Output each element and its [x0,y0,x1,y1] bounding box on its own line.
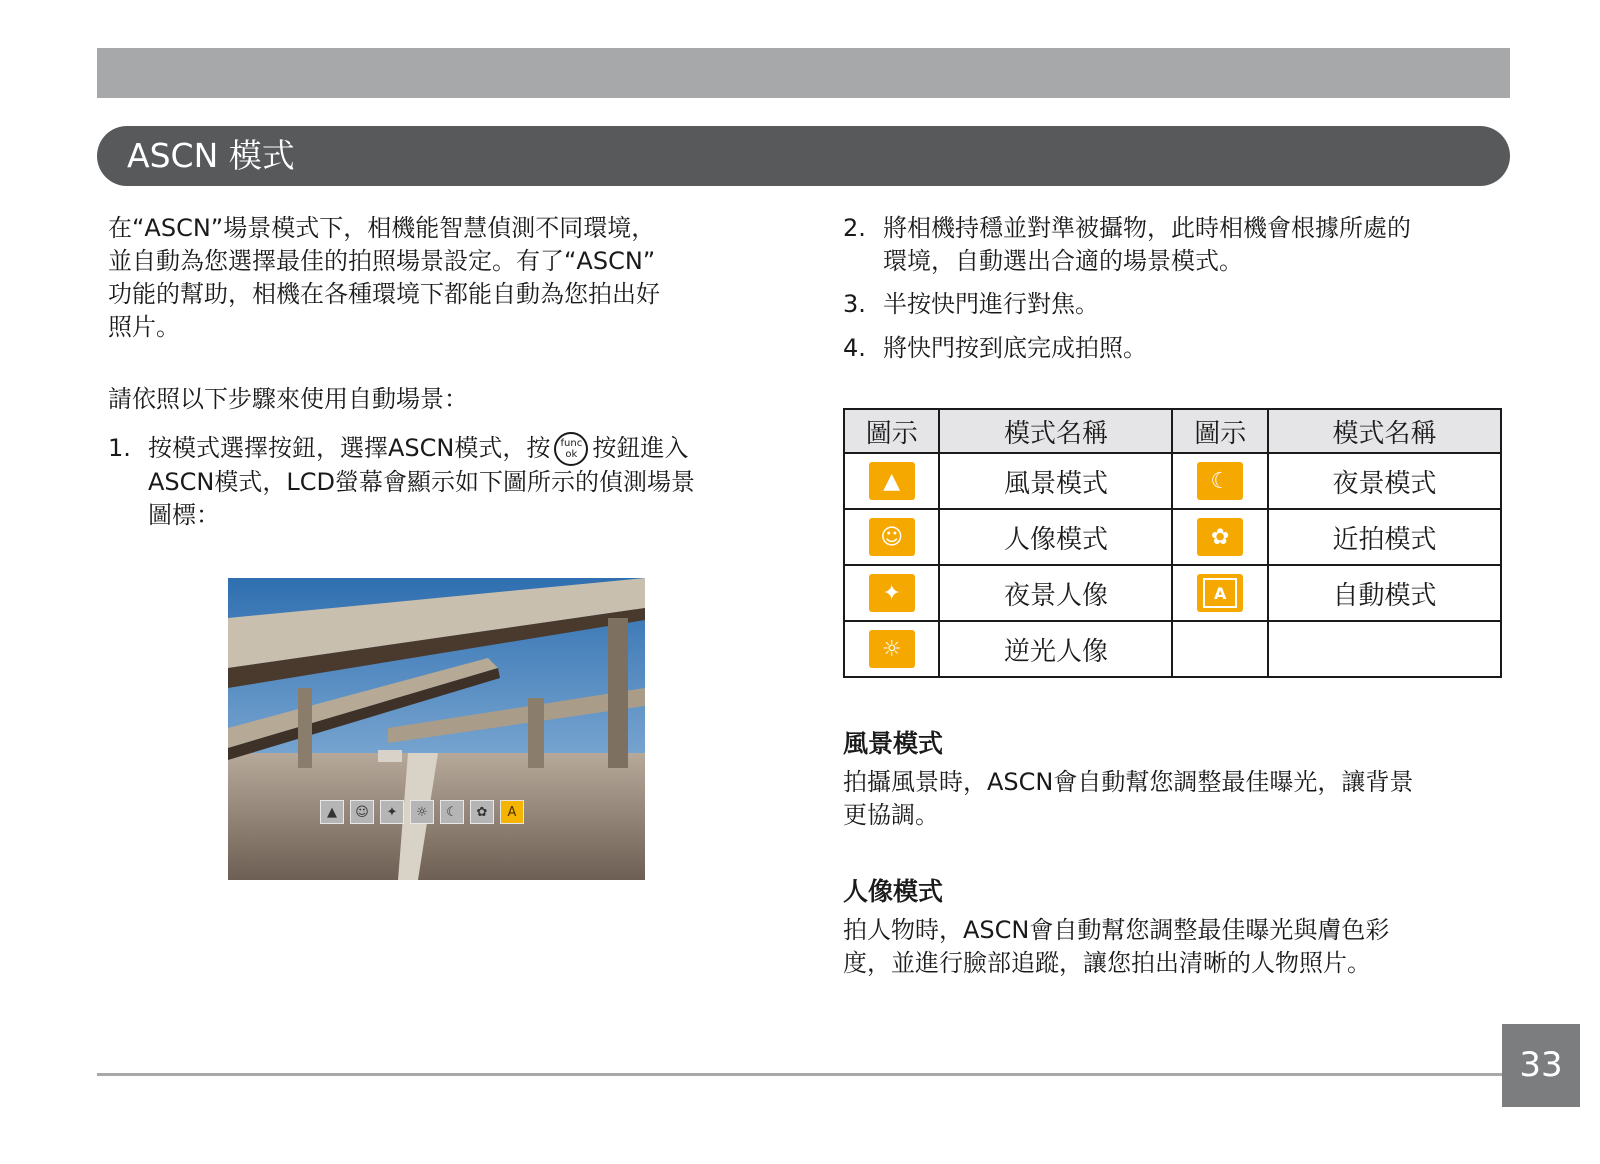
mode-name: 風景模式 [939,453,1172,509]
intro-line: 在“ASCN”場景模式下，相機能智慧偵測不同環境， [108,214,656,242]
page-number: 33 [1502,1024,1580,1107]
macro-icon: ✿ [470,800,494,824]
func-ok-icon: func ok [554,432,588,466]
intro-line: 功能的幫助，相機在各種環境下都能自動為您拍出好 [108,280,660,308]
section-line: 度，並進行臉部追蹤，讓您拍出清晰的人物照片。 [843,949,1371,977]
mode-name: 人像模式 [939,509,1172,565]
intro-line: 並自動為您選擇最佳的拍照場景設定。有了“ASCN” [108,247,656,275]
section-line: 更協調。 [843,801,939,829]
scene-icon-strip [320,800,524,824]
step-3 [843,288,1099,321]
highway-photo [228,578,645,880]
night-portrait-icon: ✦ [380,800,404,824]
landscape-icon: ▲ [869,462,915,500]
page-title: ASCN 模式 [97,126,1510,186]
step-number: 2. [843,214,866,242]
intro-paragraph [108,212,660,344]
mode-name: 逆光人像 [939,621,1172,677]
step-4 [843,332,1147,365]
table-row [844,453,1501,509]
mode-name: 夜景人像 [939,565,1172,621]
table-row [844,509,1501,565]
instruction-text: 請依照以下步驟來使用自動場景： [108,385,468,413]
step-2 [843,212,1523,278]
mode-name [1268,621,1501,677]
section-body-landscape [843,766,1413,832]
step-number: 3. [843,290,866,318]
table-header: 圖示 [1172,409,1267,453]
table-header: 圖示 [844,409,939,453]
table-row [844,621,1501,677]
auto-icon: A [1197,574,1243,612]
backlight-portrait-icon: ☼ [869,630,915,668]
table-row [844,565,1501,621]
mode-name: 夜景模式 [1268,453,1501,509]
section-line: 拍人物時，ASCN會自動幫您調整最佳曝光與膚色彩 [843,916,1390,944]
section-title-portrait: 人像模式 [843,877,944,906]
night-portrait-icon: ✦ [869,574,915,612]
macro-icon: ✿ [1197,518,1243,556]
step-text: 將相機持穩並對準被攝物，此時相機會根據所處的 [883,214,1411,242]
mode-name: 近拍模式 [1268,509,1501,565]
table-header: 模式名稱 [1268,409,1501,453]
table-header: 模式名稱 [939,409,1172,453]
step-text: 按鈕進入 [592,434,689,462]
section-body-portrait [843,914,1389,980]
empty-cell [1172,621,1267,677]
step-text: 圖標： [148,501,220,529]
portrait-icon: ☺ [350,800,374,824]
step-text: 環境，自動選出合適的場景模式。 [883,247,1243,275]
auto-icon: A [500,800,524,824]
header-bar [97,48,1510,98]
step-text: 將快門按到底完成拍照。 [883,334,1147,362]
step-number: 4. [843,334,866,362]
portrait-icon: ☺ [869,518,915,556]
lcd-preview-image [228,578,645,880]
step-text: ASCN模式，LCD螢幕會顯示如下圖所示的偵測場景 [148,468,695,496]
section-line: 拍攝風景時，ASCN會自動幫您調整最佳曝光，讓背景 [843,768,1414,796]
scene-mode-table [843,408,1502,678]
backlight-portrait-icon: ☼ [410,800,434,824]
night-scene-icon: ☾ [440,800,464,824]
night-scene-icon: ☾ [1197,462,1243,500]
footer-rule [97,1073,1512,1076]
step-1 [108,432,768,532]
intro-line: 照片。 [108,313,180,341]
section-title-landscape: 風景模式 [843,729,944,758]
landscape-icon: ▲ [320,800,344,824]
mode-name: 自動模式 [1268,565,1501,621]
step-text: 按模式選擇按鈕，選擇ASCN模式，按 [148,434,551,462]
step-number: 1. [108,434,131,462]
step-text: 半按快門進行對焦。 [883,290,1099,318]
